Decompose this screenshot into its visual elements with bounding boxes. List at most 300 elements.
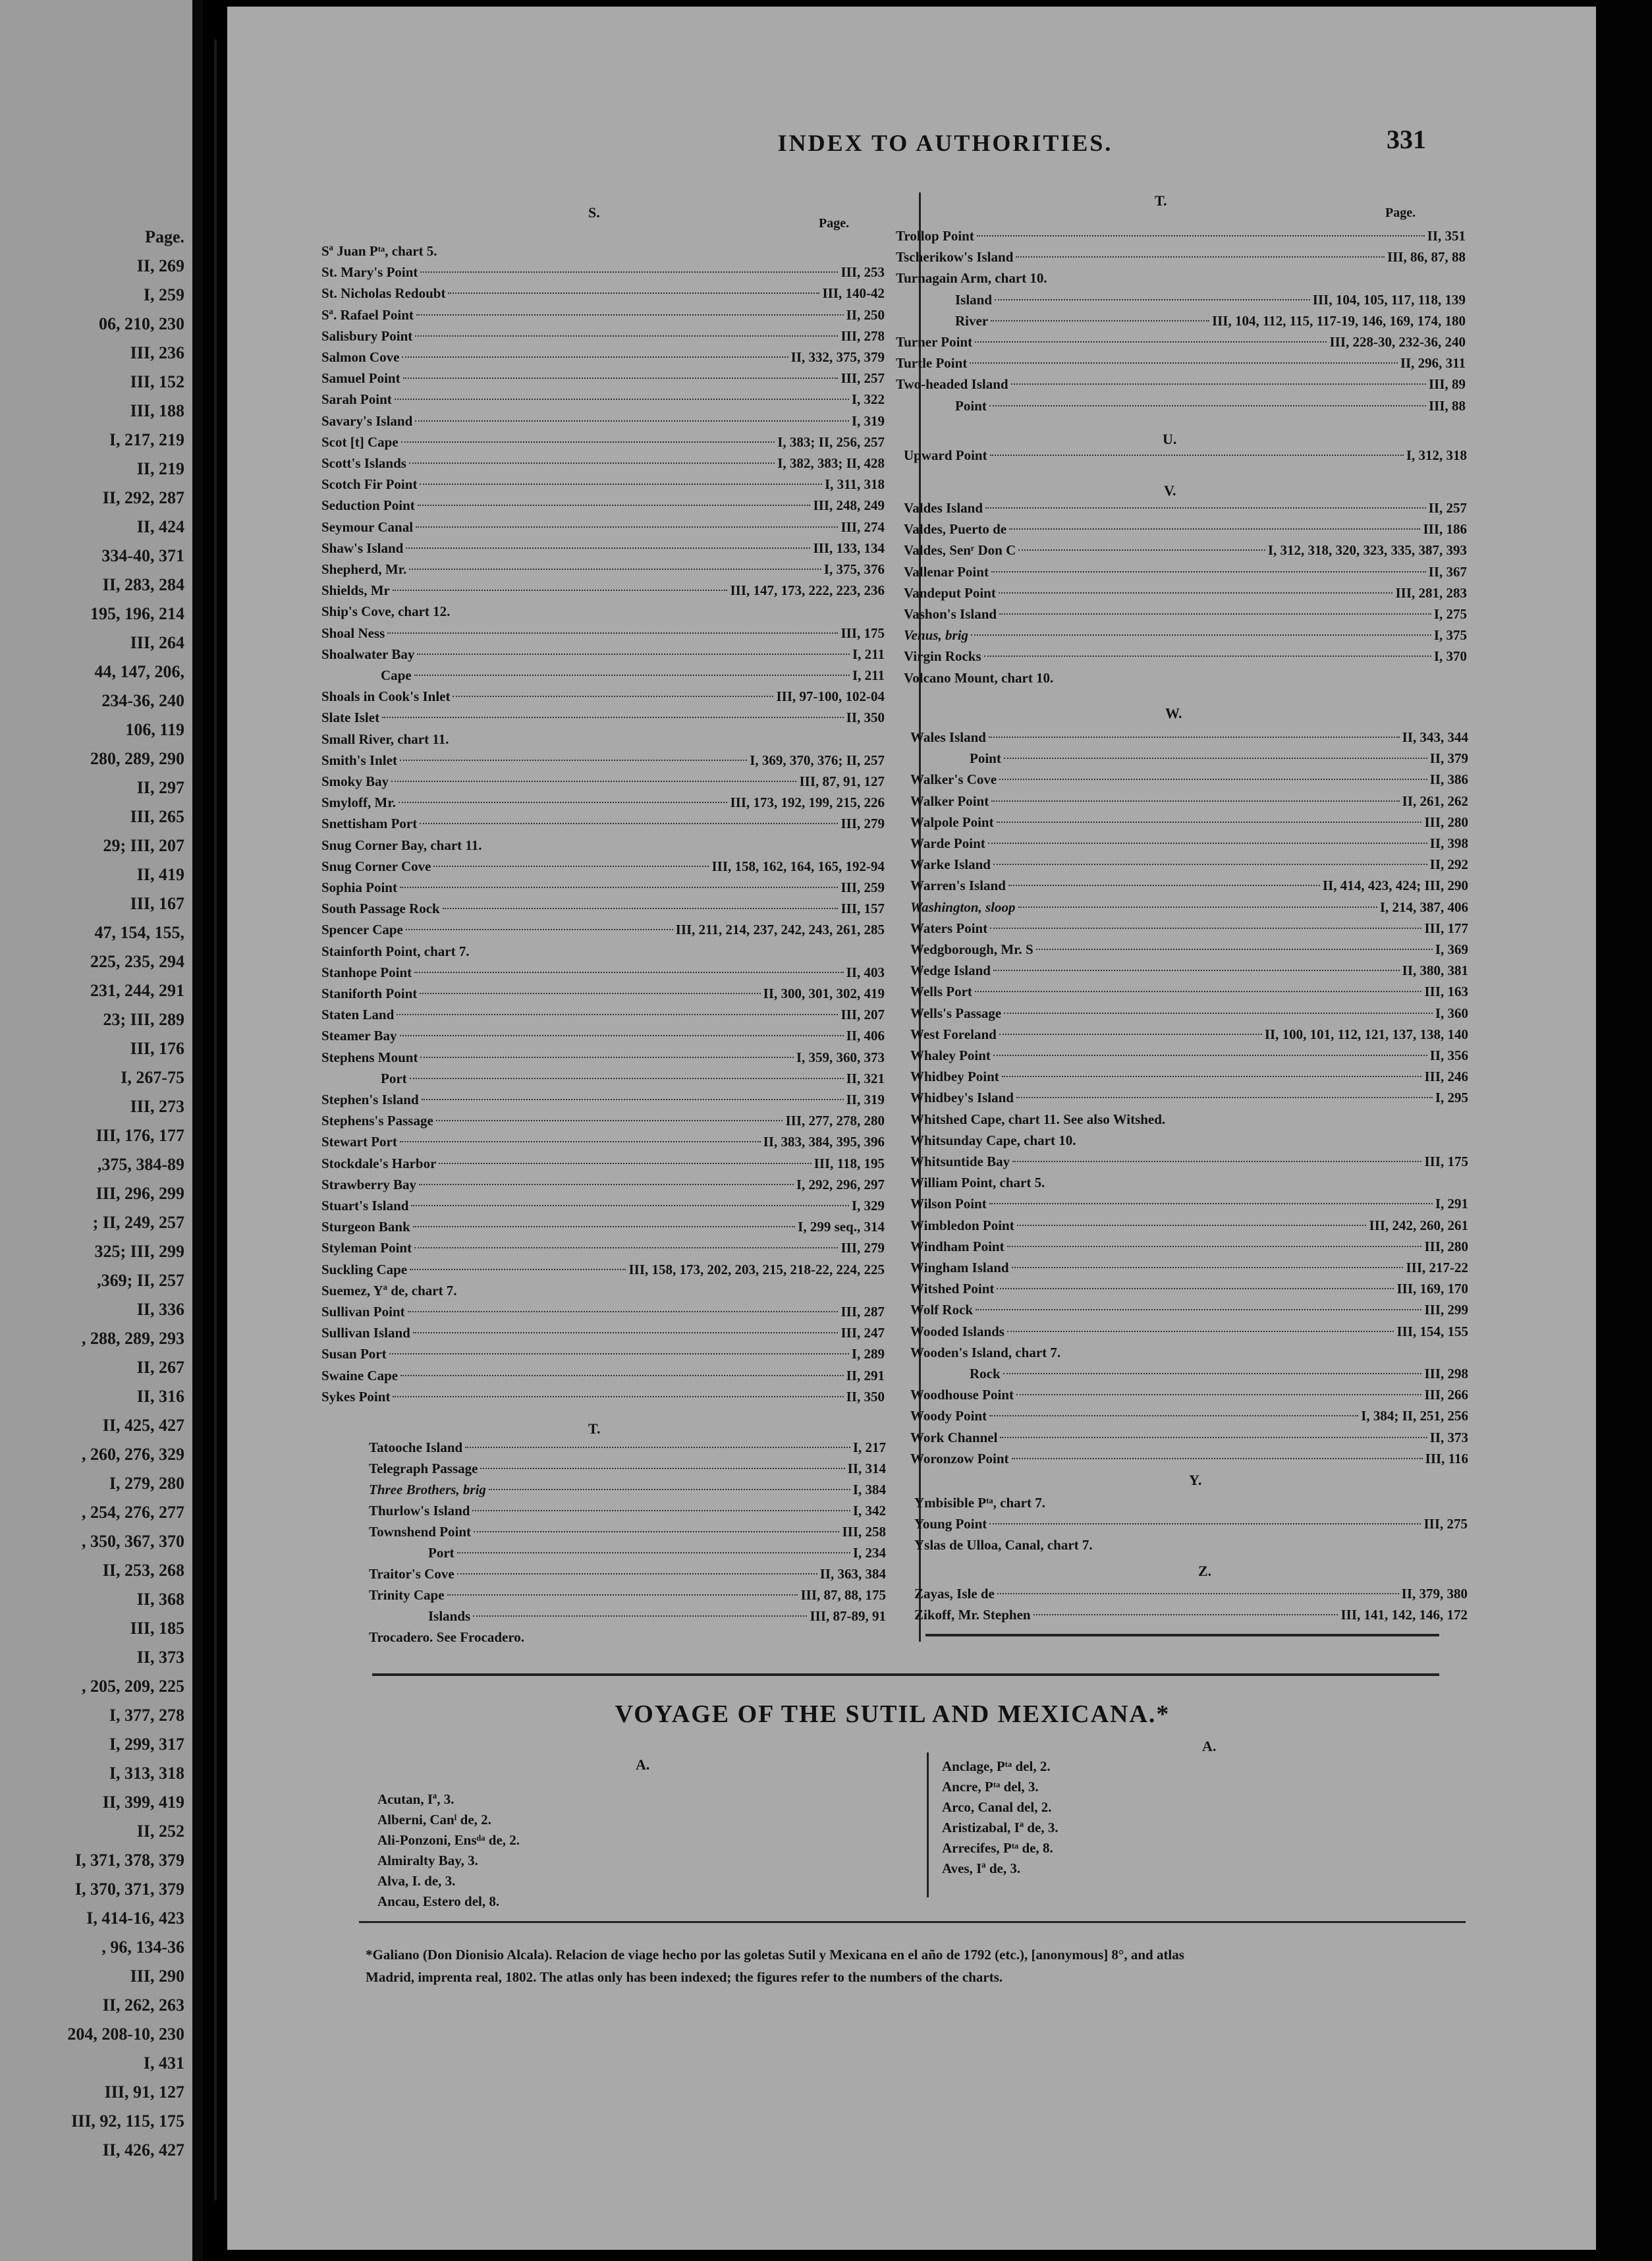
previous-page-text: I, 371, 378, 379 [74,1851,184,1870]
entry-name: Wooded Islands [910,1323,1005,1339]
previous-page-text: I, 299, 317 [109,1735,184,1754]
voyage-entry: Anclage, Pᵗᵃ del, 2. [942,1758,1051,1774]
leader-dots [993,970,1400,971]
index-entry [910,1428,1468,1449]
index-entry [321,644,885,665]
entry-page-ref: III, 278 [840,327,885,344]
entry-page-ref: I, 234 [852,1545,886,1561]
leader-dots [393,590,728,591]
entry-page-ref: II, 403 [846,964,885,980]
leader-dots [415,420,849,422]
previous-page-text: , 96, 134-36 [101,1938,184,1957]
index-entry [369,1522,886,1543]
entry-name: Stephen's Island [321,1092,419,1107]
index-entry [321,517,885,538]
entry-name: Scott's Islands [321,455,406,471]
entry-name: Sª. Rafael Point [321,306,414,323]
previous-page-text: II, 336 [136,1300,184,1319]
index-entry [910,727,1468,748]
previous-page-text: II, 283, 284 [102,575,184,594]
leader-dots [393,1396,843,1397]
index-entry [321,495,885,516]
entry-name: Staniforth Point [321,986,418,1001]
entry-name: Townshend Point [369,1524,472,1540]
leader-dots [1007,1246,1422,1247]
entry-page-ref: III, 86, 87, 88 [1387,249,1466,265]
section-end-rule [372,1673,1439,1676]
leader-dots [420,271,838,273]
index-entry [321,453,885,474]
entry-name: Port [428,1545,454,1561]
entry-name: Trollop Point [896,228,974,244]
previous-page-text: I, 217, 219 [109,430,184,449]
entry-name: South Passage Rock [321,901,440,917]
previous-page-text: 204, 208-10, 230 [67,2024,184,2044]
entry-page-ref: III, 279 [840,816,885,832]
index-entry [321,326,885,347]
entry-page-ref: I, 211 [852,646,885,662]
previous-page-fragment [0,0,192,2261]
entry-name: St. Nicholas Redoubt [321,285,446,302]
entry-name: Stockdale's Harbor [321,1155,437,1171]
index-entry [321,262,885,283]
index-entry [321,1281,885,1302]
index-entry [910,1130,1468,1152]
index-entry [910,1152,1468,1173]
leader-dots [999,613,1431,615]
previous-page-text: ; II, 249, 257 [92,1213,184,1232]
index-entry [321,878,885,899]
leader-dots [991,571,1426,572]
index-entry [910,1385,1468,1406]
previous-page-text: III, 290 [130,1967,184,1986]
entry-page-ref: I, 275 [1433,606,1467,622]
leader-dots [397,1014,838,1015]
entry-page-ref: III, 87, 91, 127 [799,773,885,789]
index-entry [321,1026,885,1047]
index-entry [369,1564,886,1585]
entry-page-ref: II, 398 [1429,835,1468,851]
entry-name: Stewart Port [321,1134,397,1150]
index-entry [904,540,1467,561]
entry-page-ref: II, 250 [846,306,885,323]
entry-name: Trinity Cape [369,1587,445,1603]
section-letter-y: Y. [1189,1472,1202,1488]
leader-dots [1000,1437,1427,1438]
index-entry [321,601,885,623]
previous-page-text: III, 188 [130,401,184,420]
entry-page-ref: III, 279 [840,1240,885,1256]
entry-name: Warde Point [910,835,985,851]
index-entry [321,411,885,432]
entry-name: Virgin Rocks [904,648,981,665]
entry-name: St. Mary's Point [321,264,418,281]
section-end-rule-right [925,1634,1439,1636]
entry-name: Wilson Point [910,1196,987,1212]
index-entry [904,583,1467,604]
entry-name: Washington, sloop [910,899,1016,915]
previous-page-text: III, 264 [130,633,184,652]
entry-name: Telegraph Passage [369,1461,478,1476]
entry-page-ref: I, 312, 318 [1406,447,1467,463]
book-gutter [192,0,203,2261]
entry-page-ref: II, 380, 381 [1402,963,1468,979]
entry-name: Two-headed Island [896,376,1008,393]
previous-page-text: 195, 196, 214 [90,604,184,623]
index-entry [910,1343,1468,1364]
entry-page-ref: III, 246 [1424,1069,1468,1085]
index-entry [955,290,1466,311]
entry-name: Smoky Bay [321,773,389,789]
leader-dots [414,1247,838,1248]
entry-page-ref: II, 379, 380 [1401,1586,1468,1602]
leader-dots [1016,1097,1433,1098]
leader-dots [971,634,1431,636]
index-page [227,7,1596,2250]
leader-dots [985,507,1426,509]
leader-dots [400,1141,761,1142]
entry-name: Susan Port [321,1346,387,1362]
entry-page-ref: III, 280 [1424,814,1468,830]
index-entry [904,445,1467,466]
entry-name: Sarah Point [321,391,392,408]
index-entry [910,876,1468,897]
leader-dots [1018,907,1377,908]
entry-page-ref: III, 158, 162, 164, 165, 192-94 [711,858,885,874]
entry-name: Ship's Cove, chart 12. [321,603,451,620]
leader-dots [1004,758,1427,759]
entry-page-ref: I, 369, 370, 376; II, 257 [750,752,885,768]
previous-page-text: II, 297 [136,778,184,797]
index-entry [369,1501,886,1522]
previous-page-text: II, 269 [136,256,184,275]
entry-page-ref: III, 228-30, 232-36, 240 [1329,334,1466,350]
previous-page-text: 06, 210, 230 [99,314,184,333]
previous-page-text: 44, 147, 206, [94,662,184,681]
leader-dots [999,592,1393,594]
voyage-entry: Alva, I. de, 3. [377,1873,456,1889]
entry-name: Whitsunday Cape, chart 10. [910,1132,1076,1148]
entry-name: Vallenar Point [904,563,989,580]
index-entry [904,519,1467,540]
previous-page-text: I, 431 [143,2053,184,2073]
entry-name: Vandeput Point [904,584,996,601]
footnote [366,1943,1525,1988]
index-entry [910,1258,1468,1279]
entry-page-ref: III, 116 [1425,1450,1468,1466]
leader-dots [997,822,1422,823]
entry-name: West Foreland [910,1026,997,1042]
entry-name: Turner Point [896,334,973,350]
entry-page-ref: II, 414, 423, 424; III, 290 [1322,878,1468,894]
index-entry [321,283,885,304]
index-entry [321,1302,885,1323]
index-entry [321,1154,885,1175]
entry-name: Valdes, Puerto de [904,521,1007,538]
leader-dots [433,866,709,867]
previous-page-text: 234-36, 240 [101,691,184,710]
voyage-entry: Ali-Ponzoni, Ensᵈᵃ de, 2. [377,1832,520,1848]
index-entry [910,1088,1468,1109]
index-entry [321,1090,885,1111]
previous-page-text: II, 262, 263 [102,1996,184,2015]
index-entry [910,1300,1468,1321]
entry-page-ref: I, 292, 296, 297 [796,1176,885,1192]
leader-dots [389,1353,849,1354]
index-entry [381,665,885,686]
leader-dots [1012,1458,1423,1459]
entry-page-ref: I, 322 [851,391,885,408]
entry-name: Trocadero. See Frocadero. [369,1629,525,1645]
leader-dots [414,972,844,973]
index-entry [321,1260,885,1281]
entry-name: Scotch Fir Point [321,476,418,493]
entry-name: Salmon Cove [321,349,400,365]
previous-page-text: III, 185 [130,1619,184,1638]
entry-page-ref: III, 274 [840,518,885,535]
index-entry [904,668,1467,689]
leader-dots [984,656,1431,657]
entry-name: Islands [428,1608,471,1624]
leader-dots [447,1594,798,1596]
previous-page-text: 23; III, 289 [103,1010,184,1029]
index-entry [910,769,1468,791]
leader-dots [999,779,1427,780]
entry-name: Swaine Cape [321,1367,399,1383]
entry-page-ref: III, 87, 88, 175 [800,1587,886,1603]
entry-name: Witshed Point [910,1281,995,1297]
index-entry [321,623,885,644]
entry-name: Staten Land [321,1007,395,1023]
index-entry [321,241,885,262]
entry-page-ref: III, 275 [1423,1516,1468,1532]
entry-name: Traitor's Cove [369,1566,454,1582]
index-entry [321,686,885,708]
entry-page-ref: I, 312, 318, 320, 323, 335, 387, 393 [1267,542,1467,559]
leader-dots [443,908,839,909]
section-letter-w: W. [1165,705,1182,721]
entry-page-ref: II, 351 [1427,228,1466,244]
entry-page-ref: III, 259 [840,879,885,895]
entry-page-ref: III, 177 [1424,920,1468,936]
entry-name: Wales Island [910,729,986,745]
entry-page-ref: III, 281, 283 [1395,584,1467,601]
leader-dots [989,737,1400,738]
previous-page-text: , 254, 276, 277 [82,1503,184,1522]
index-entry [321,856,885,878]
entry-name: Work Channel [910,1429,998,1445]
entry-name: Steamer Bay [321,1028,397,1044]
entry-name: Slate Islet [321,710,380,726]
entry-page-ref: II, 296, 311 [1400,355,1466,372]
entry-name: Scot [t] Cape [321,433,399,450]
index-entry [910,897,1468,918]
index-entry [910,961,1468,982]
leader-dots [416,314,844,316]
page-column-head-right: Page. [1385,206,1416,220]
previous-page-text: 334-40, 371 [101,546,184,565]
voyage-entry: Aves, Iª de, 3. [942,1860,1021,1876]
index-entry [896,226,1466,247]
voyage-entry: Alberni, Canˡ de, 2. [377,1812,491,1828]
entry-name: Snug Corner Bay, chart 11. [321,837,482,853]
leader-dots [420,823,838,824]
entry-page-ref: I, 311, 318 [824,476,885,493]
leader-dots [977,235,1425,237]
voyage-entry: Almiralty Bay, 3. [377,1853,478,1868]
entry-page-ref: II, 350 [846,710,885,726]
entry-name: Spencer Cape [321,922,403,938]
entry-page-ref: I, 384; II, 251, 256 [1361,1408,1468,1424]
previous-page-text: II, 368 [136,1590,184,1609]
index-entry [321,941,885,963]
entry-name: Smith's Inlet [321,752,397,768]
index-entry [321,835,885,856]
entry-page-ref: III, 257 [840,370,885,387]
leader-dots [989,1415,1358,1416]
previous-page-text: 225, 235, 294 [90,952,184,971]
entry-name: Wedgborough, Mr. S [910,941,1033,957]
entry-page-ref: III, 280 [1424,1238,1468,1254]
previous-page-text: I, 377, 278 [109,1706,184,1725]
leader-dots [999,1034,1262,1035]
entry-page-ref: III, 287 [840,1304,885,1320]
entry-name: Woody Point [910,1408,987,1424]
entry-name: Shaw's Island [321,540,404,556]
index-entry [321,1238,885,1259]
previous-page-text: , 350, 367, 370 [82,1532,184,1551]
previous-page-text: III, 176, 177 [96,1126,184,1145]
index-entry [910,939,1468,961]
entry-page-ref: III, 118, 195 [813,1155,885,1171]
leader-dots [1017,1225,1367,1226]
leader-dots [995,299,1310,300]
entry-page-ref: I, 299 seq., 314 [798,1219,885,1235]
previous-page-text: I, 279, 280 [109,1474,184,1493]
entry-name: Venus, brig [904,627,969,644]
index-entry [904,625,1467,646]
index-entry [914,1493,1468,1514]
previous-page-text: III, 273 [130,1097,184,1116]
leader-dots [420,1057,793,1058]
voyage-letter-left: A. [636,1756,650,1773]
entry-name: Turtle Point [896,355,968,372]
index-entry [896,247,1466,268]
leader-dots [401,441,775,443]
entry-name: Walpole Point [910,814,994,830]
voyage-entry: Ancau, Estero del, 8. [377,1893,500,1909]
index-entry [904,604,1467,625]
index-entry [970,748,1468,769]
leader-dots [417,654,850,655]
previous-page-text: I, 259 [143,285,184,304]
voyage-column-divider [927,1752,929,1897]
leader-dots [400,1375,844,1376]
entry-name: Woodhouse Point [910,1387,1014,1403]
index-entry [904,498,1467,519]
index-entry [321,899,885,920]
previous-page-text: I, 414-16, 423 [86,1909,184,1928]
section-letter-t-right: T. [1155,192,1167,209]
index-entry [321,729,885,750]
entry-name: Samuel Point [321,370,400,387]
index-entry [321,750,885,771]
entry-page-ref: III, 175 [840,625,885,641]
entry-page-ref: I, 370 [1433,648,1467,665]
entry-page-ref: III, 158, 173, 202, 203, 215, 218-22, 224, 225 [628,1261,885,1277]
index-entry [910,982,1468,1003]
leader-dots [406,929,673,930]
index-entry [321,963,885,984]
index-entry [369,1438,886,1459]
entry-page-ref: II, 406 [846,1028,885,1044]
leader-dots [400,887,839,888]
entry-page-ref: III, 247 [840,1325,885,1341]
leader-dots [410,1269,626,1270]
leader-dots [1004,1013,1433,1014]
previous-page-text: III, 92, 115, 175 [71,2111,184,2131]
previous-page-text: II, 267 [136,1358,184,1377]
entry-page-ref: II, 300, 301, 302, 419 [763,986,885,1001]
entry-name: Whidbey's Island [910,1090,1014,1106]
entry-name: Styleman Point [321,1240,412,1256]
index-entry [910,854,1468,876]
index-entry [955,311,1466,332]
section-letter-t-left: T. [588,1420,601,1437]
leader-dots [474,1531,839,1532]
leader-dots [1016,1394,1422,1395]
gutter-line [214,40,217,2200]
footnote-line-2: Madrid, imprenta real, 1802. The atlas only has been indexed; the figures refer to the numbers of the charts. [366,1969,1003,1985]
leader-dots [989,405,1426,406]
index-entry [321,347,885,368]
right-dark-edge [1596,0,1652,2261]
index-entry [321,1111,885,1132]
entry-name: Island [955,291,993,308]
leader-dots [410,1078,844,1079]
entry-page-ref: I, 289 [851,1346,885,1362]
index-entry [321,1387,885,1408]
index-entry [428,1606,886,1627]
index-entry [910,1449,1468,1470]
index-entry [910,1237,1468,1258]
leader-dots [1016,256,1385,258]
leader-dots [472,1510,850,1511]
entry-name: Shoal Ness [321,625,385,641]
index-entry [910,1406,1468,1427]
entry-name: Zikoff, Mr. Stephen [914,1607,1031,1623]
entry-page-ref: II, 257 [1428,500,1467,516]
previous-page-text: II, 426, 427 [102,2140,184,2160]
entry-name: Shepherd, Mr. [321,561,407,577]
entry-page-ref: III, 104, 112, 115, 117-19, 146, 169, 174, 180 [1211,312,1466,329]
entry-page-ref: II, 363, 384 [819,1566,886,1582]
entry-name: Upward Point [904,447,987,463]
leader-dots [489,1489,850,1490]
previous-page-text: I, 267-75 [121,1068,184,1087]
entry-name: Tatooche Island [369,1439,463,1455]
leader-dots [420,484,822,485]
entry-name: Zayas, Isle de [914,1586,995,1602]
entry-name: Wedge Island [910,963,991,979]
entry-name: William Point, chart 5. [910,1175,1045,1191]
entry-name: Stuart's Island [321,1198,409,1214]
entry-page-ref: III, 217-22 [1406,1260,1468,1275]
entry-page-ref: II, 319 [846,1092,885,1107]
index-entry [321,1196,885,1217]
index-entry [904,646,1467,667]
entry-name: Port [381,1070,407,1086]
